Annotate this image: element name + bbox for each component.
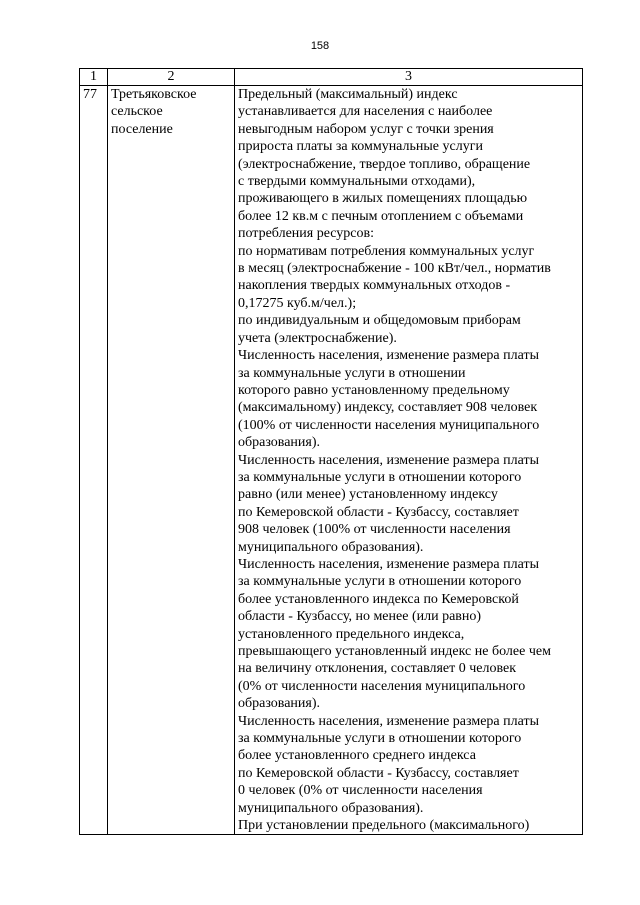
table-header-row	[80, 69, 583, 86]
settlement-name-line: сельское	[111, 104, 163, 120]
description-line: Предельный (максимальный) индекс	[238, 87, 458, 102]
description-line: муниципального образования).	[238, 800, 424, 816]
description-line: по индивидуальным и общедомовым приборам	[238, 313, 521, 329]
description-line: превышающего установленный индекс не более чем	[238, 644, 551, 659]
description-line: Численность населения, изменение размера платы	[238, 348, 539, 364]
settlement-name-cell	[108, 86, 235, 835]
description-line: (максимальному) индексу, составляет 908 человек	[238, 400, 538, 416]
row-number-cell: 77	[80, 86, 108, 835]
description-line: прироста платы за коммунальные услуги	[238, 139, 483, 155]
description-line: Численность населения, изменение размера платы	[238, 556, 539, 572]
description-line: на величину отклонения, составляет 0 человек	[238, 661, 517, 677]
description-line: 0 человек (0% от численности населения	[238, 783, 483, 799]
description-line: При установлении предельного (максимального)	[238, 818, 530, 834]
description-line: (100% от численности населения муниципального	[238, 417, 540, 433]
description-line: за коммунальные услуги в отношении которого	[238, 731, 522, 747]
description-line: области - Кузбассу, но менее (или равно)	[238, 609, 482, 625]
description-line: (0% от численности населения муниципального	[238, 678, 526, 694]
description-line: 908 человек (100% от численности населения	[238, 522, 511, 538]
description-line: накопления твердых коммунальных отходов -	[238, 278, 511, 294]
description-line: в месяц (электроснабжение - 100 кВт/чел., норматив	[238, 261, 551, 277]
settlement-name	[111, 86, 234, 138]
description-line: равно (или менее) установленному индексу	[238, 487, 498, 503]
description-line: с твердыми коммунальными отходами),	[238, 174, 476, 190]
index-table	[79, 68, 583, 835]
description-line: проживающего в жилых помещениях площадью	[238, 191, 528, 207]
description-cell	[235, 86, 583, 835]
description-line: учета (электроснабжение).	[238, 330, 397, 346]
description-line: по Кемеровской области - Кузбассу, составляет	[238, 504, 519, 520]
description-line: более установленного индекса по Кемеровской	[238, 591, 519, 607]
description-line: Численность населения, изменение размера платы	[238, 452, 539, 468]
settlement-name-line: Третьяковское	[111, 87, 197, 102]
table-row	[80, 86, 583, 835]
description-line: за коммунальные услуги в отношении которого	[238, 469, 522, 485]
header-cell-2: 2	[108, 69, 235, 86]
description-line: потребления ресурсов:	[238, 226, 375, 242]
description-line: образования).	[238, 435, 321, 451]
description-line: более установленного среднего индекса	[238, 748, 476, 764]
page-number: 158	[310, 40, 330, 52]
description-line: устанавливается для населения с наиболее	[238, 104, 493, 120]
description-line: Численность населения, изменение размера платы	[238, 713, 539, 729]
header-cell-1: 1	[80, 69, 108, 86]
description-text	[238, 86, 582, 834]
description-line: установленного предельного индекса,	[238, 626, 465, 642]
description-line: (электроснабжение, твердое топливо, обращение	[238, 156, 531, 172]
description-line: невыгодным набором услуг с точки зрения	[238, 121, 494, 137]
description-line: 0,17275 куб.м/чел.);	[238, 295, 357, 311]
description-line: по нормативам потребления коммунальных услуг	[238, 243, 535, 259]
header-cell-3: 3	[235, 69, 583, 86]
description-line: которого равно установленному предельному	[238, 382, 510, 398]
description-line: образования).	[238, 696, 321, 712]
description-line: муниципального образования).	[238, 539, 424, 555]
settlement-name-line: поселение	[111, 121, 173, 137]
description-line: за коммунальные услуги в отношении	[238, 365, 466, 381]
description-line: за коммунальные услуги в отношении которого	[238, 574, 522, 590]
description-line: более 12 кв.м с печным отоплением с объемами	[238, 208, 524, 224]
description-line: по Кемеровской области - Кузбассу, составляет	[238, 765, 519, 781]
